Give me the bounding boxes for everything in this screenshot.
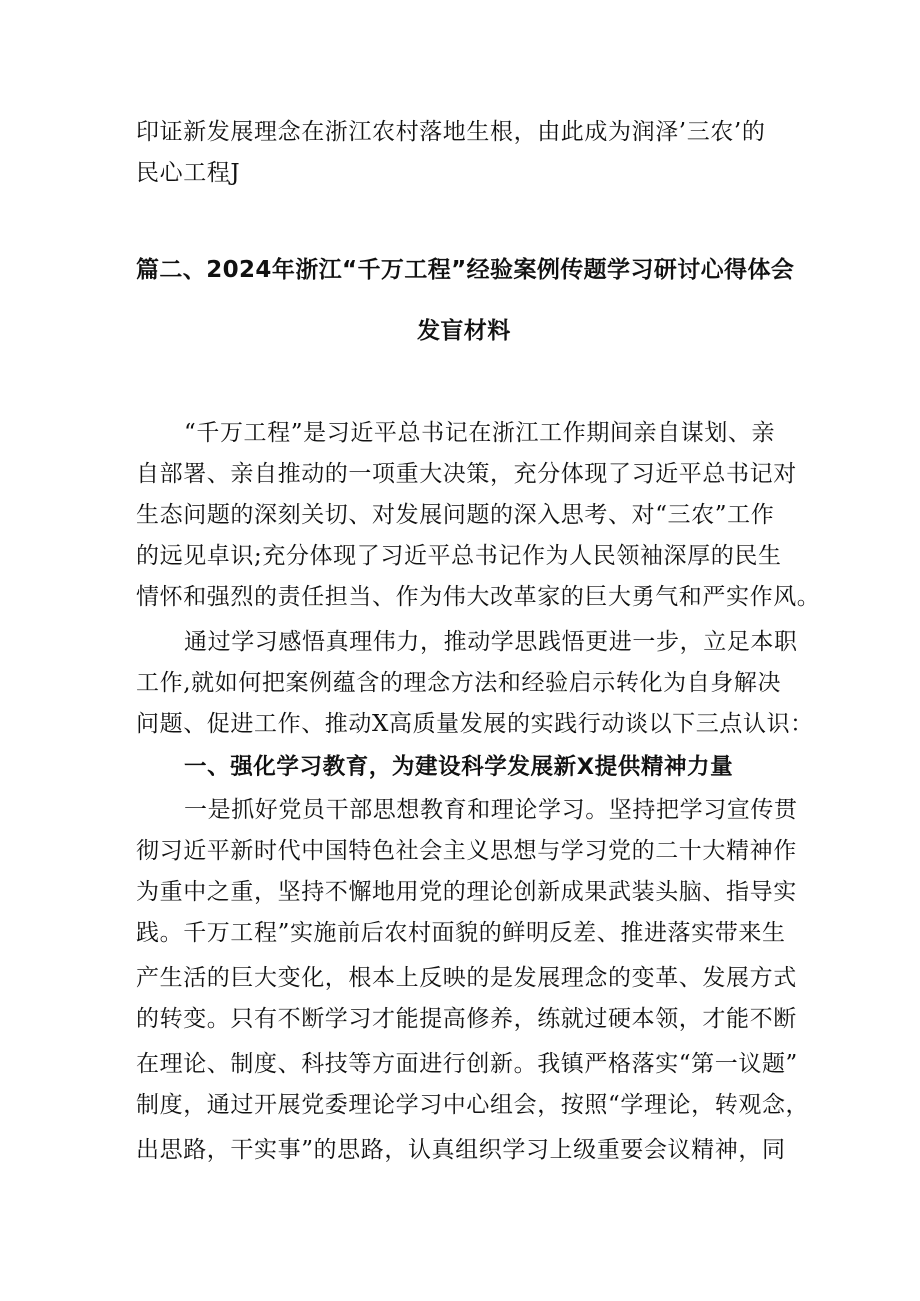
paragraph-line: 生态问题的深刻关切、对发展问题的深入思考、对“三农”工作 bbox=[136, 502, 775, 528]
paragraph-line: 的转变。只有不断学习才能提高修养，练就过硬本领，才能不断 bbox=[136, 1006, 797, 1032]
paragraph-line: 工作,就如何把案例蕴含的理念方法和经验启示转化为自身解决 bbox=[136, 670, 782, 696]
paragraph-line: 践。千万工程”实施前后农村面貌的鲜明反差、推进落实带来生 bbox=[136, 920, 786, 946]
intro-line: 印证新发展理念在浙江农村落地生根，由此成为润泽’三农’的 bbox=[136, 119, 766, 145]
paragraph-line: 在理论、制度、科技等方面进行创新。我镇严格落实“第一议题” bbox=[136, 1051, 798, 1077]
paragraph-line: “千万工程”是习近平总书记在浙江工作期间亲自谋划、亲 bbox=[184, 420, 776, 446]
paragraph-line: 情怀和强烈的责任担当、作为伟大改革家的巨大勇气和严实作风。 bbox=[136, 584, 821, 610]
paragraph-line: 通过学习感悟真理伟力，推动学思践悟更进一步，立足本职 bbox=[184, 629, 798, 655]
intro-line: 民心工程J bbox=[136, 160, 241, 186]
paragraph-line: 为重中之重，坚持不懈地用党的理论创新成果武装头脑、指导实 bbox=[136, 879, 797, 905]
paragraph-line: 一是抓好党员干部思想教育和理论学习。坚持把学习宣传贯 bbox=[184, 797, 798, 823]
paragraph-line: 产生活的巨大变化，根本上反映的是发展理念的变革、发展方式 bbox=[136, 965, 797, 991]
section-heading: 一、强化学习教育，为建设科学发展新X提供精神力量 bbox=[184, 754, 734, 780]
paragraph-line: 制度，通过开展党委理论学习中心组会，按照“学理论，转观念， bbox=[136, 1092, 810, 1118]
document-title-continued: 发盲材料 bbox=[417, 318, 511, 344]
document-title: 篇二、2024年浙江“千万工程”经验案例传题学习研讨心得体会 bbox=[136, 257, 795, 283]
paragraph-line: 问题、促进工作、推动X高质量发展的实践行动谈以下三点认识： bbox=[136, 711, 814, 737]
paragraph-line: 彻习近平新时代中国特色社会主义思想与学习党的二十大精神作 bbox=[136, 838, 797, 864]
paragraph-line: 自部署、亲自推动的一项重大决策，充分体现了习近平总书记对 bbox=[136, 461, 797, 487]
paragraph-line: 出思路，干实事”的思路，认真组织学习上级重要会议精神，同 bbox=[136, 1137, 786, 1163]
paragraph-line: 的远见卓识;充分体现了习近平总书记作为人民领袖深厚的民生 bbox=[136, 543, 782, 569]
